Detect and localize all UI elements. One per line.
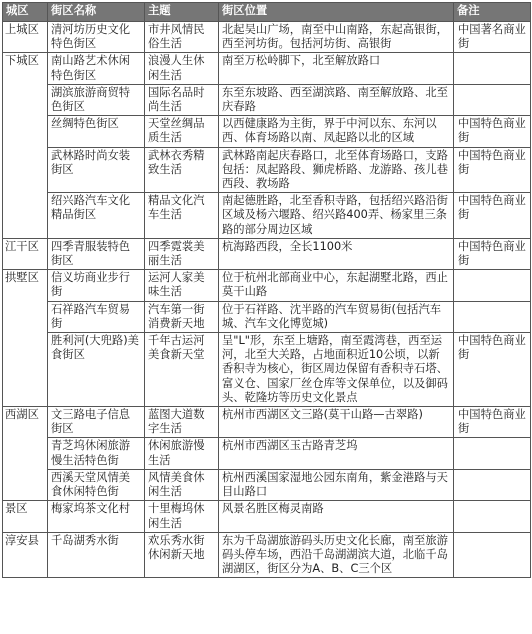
district-cell: 西湖区	[3, 407, 48, 501]
theme-cell: 欢乐秀水街休闲新天地	[145, 532, 219, 578]
table-row	[3, 270, 531, 301]
district-cell: 下城区	[3, 53, 48, 238]
location-cell: 位于石祥路、沈半路的汽车贸易街(包括汽车城、汽车文化博览城)	[219, 301, 454, 332]
district-cell: 拱墅区	[3, 270, 48, 407]
name-cell: 武林路时尚女装街区	[48, 147, 145, 193]
table-row	[3, 407, 531, 438]
note-cell	[454, 501, 531, 532]
table-row	[3, 193, 531, 239]
theme-cell: 国际名品时尚生活	[145, 84, 219, 115]
table-row	[3, 238, 531, 269]
header-location: 街区位置	[219, 3, 454, 22]
note-cell	[454, 53, 531, 84]
theme-cell: 千年古运河美食新天堂	[145, 333, 219, 407]
note-cell: 中国特色商业街	[454, 333, 531, 407]
name-cell: 绍兴路汽车文化精品街区	[48, 193, 145, 239]
theme-cell: 运河人家美味生活	[145, 270, 219, 301]
location-cell: 杭州市西湖区玉古路青芝坞	[219, 438, 454, 469]
theme-cell: 蓝图大道数字生活	[145, 407, 219, 438]
theme-cell: 风情美食休闲生活	[145, 469, 219, 500]
note-cell	[454, 532, 531, 578]
location-cell: 风景名胜区梅灵南路	[219, 501, 454, 532]
location-cell: 东为千岛湖旅游码头历史文化长廊，南至旅游码头停车场，西沿千岛湖湖滨大道，北临千岛湖湖区，街区分为A、B、C三个区	[219, 532, 454, 578]
location-cell: 北起吴山广场，南至中山南路，东起高银街，西至河坊街。包括河坊街、高银街	[219, 22, 454, 53]
header-row	[3, 3, 531, 22]
name-cell: 清河坊历史文化特色街区	[48, 22, 145, 53]
name-cell: 丝绸特色街区	[48, 116, 145, 147]
header-note: 备注	[454, 3, 531, 22]
table-row	[3, 501, 531, 532]
name-cell: 信义坊商业步行街	[48, 270, 145, 301]
note-cell	[454, 469, 531, 500]
location-cell: 武林路南起庆春路口，北至体育场路口，支路包括：凤起路段、狮虎桥路、龙游路、孩儿巷西段、教场路	[219, 147, 454, 193]
district-cell: 淳安县	[3, 532, 48, 578]
district-cell: 景区	[3, 501, 48, 532]
name-cell: 千岛湖秀水街	[48, 532, 145, 578]
header-district: 城区	[3, 3, 48, 22]
table-row	[3, 147, 531, 193]
theme-cell: 武林衣秀精致生活	[145, 147, 219, 193]
note-cell: 中国特色商业街	[454, 238, 531, 269]
name-cell: 西溪天堂风情美食休闲特色街	[48, 469, 145, 500]
note-cell: 中国特色商业街	[454, 193, 531, 239]
theme-cell: 精品文化汽车生活	[145, 193, 219, 239]
name-cell: 四季青服装特色街区	[48, 238, 145, 269]
theme-cell: 十里梅坞休闲生活	[145, 501, 219, 532]
table-row	[3, 301, 531, 332]
table-row	[3, 438, 531, 469]
name-cell: 湖滨旅游商贸特色街区	[48, 84, 145, 115]
table-row	[3, 116, 531, 147]
theme-cell: 市井风情民俗生活	[145, 22, 219, 53]
name-cell: 文三路电子信息街区	[48, 407, 145, 438]
theme-cell: 四季霓裳美丽生活	[145, 238, 219, 269]
name-cell: 梅家坞茶文化村	[48, 501, 145, 532]
table-row	[3, 84, 531, 115]
location-cell: 杭海路西段，全长1100米	[219, 238, 454, 269]
location-cell: 杭州市西湖区文三路(莫干山路—古翠路)	[219, 407, 454, 438]
note-cell	[454, 438, 531, 469]
name-cell: 胜利河(大兜路)美食街区	[48, 333, 145, 407]
table-row	[3, 469, 531, 500]
note-cell	[454, 301, 531, 332]
theme-cell: 天堂丝绸品质生活	[145, 116, 219, 147]
note-cell: 中国特色商业街	[454, 407, 531, 438]
district-cell: 上城区	[3, 22, 48, 53]
header-name: 街区名称	[48, 3, 145, 22]
street-district-table	[2, 2, 531, 578]
location-cell: 杭州西溪国家湿地公园东南角，紫金港路与天目山路口	[219, 469, 454, 500]
theme-cell: 汽车第一街消费新天地	[145, 301, 219, 332]
note-cell: 中国著名商业街	[454, 22, 531, 53]
theme-cell: 休闲旅游慢生活	[145, 438, 219, 469]
note-cell	[454, 270, 531, 301]
note-cell	[454, 84, 531, 115]
district-cell: 江干区	[3, 238, 48, 269]
table-row	[3, 333, 531, 407]
location-cell: 南至万松岭脚下，北至解放路口	[219, 53, 454, 84]
note-cell: 中国特色商业街	[454, 116, 531, 147]
theme-cell: 浪漫人生休闲生活	[145, 53, 219, 84]
location-cell: 东至东坡路、西至湖滨路、南至解放路、北至庆春路	[219, 84, 454, 115]
name-cell: 石祥路汽车贸易街	[48, 301, 145, 332]
table-container	[2, 2, 530, 578]
table-row	[3, 532, 531, 578]
location-cell: 位于杭州北部商业中心，东起湖墅北路，西止莫干山路	[219, 270, 454, 301]
table-row	[3, 53, 531, 84]
location-cell: 南起德胜路，北至香积寺路，包括绍兴路沿街区域及杨六堰路、绍兴路400弄、杨家里三条路的部分周边区域	[219, 193, 454, 239]
location-cell: 呈"L"形，东至上塘路，南至霞湾巷，西至运河，北至大关路，占地面积近10公顷，以新香积寺为核心，街区周边保留有香积寺石塔、富义仓、国家厂丝仓库等文保单位，以及御码头、乾隆坊等历史文化景点	[219, 333, 454, 407]
name-cell: 青芝坞休闲旅游慢生活特色街	[48, 438, 145, 469]
location-cell: 以西健康路为主街，界于中河以东、东河以西、体育场路以南、凤起路以北的区域	[219, 116, 454, 147]
header-theme: 主题	[145, 3, 219, 22]
note-cell: 中国特色商业街	[454, 147, 531, 193]
table-row	[3, 22, 531, 53]
name-cell: 南山路艺术休闲特色街区	[48, 53, 145, 84]
